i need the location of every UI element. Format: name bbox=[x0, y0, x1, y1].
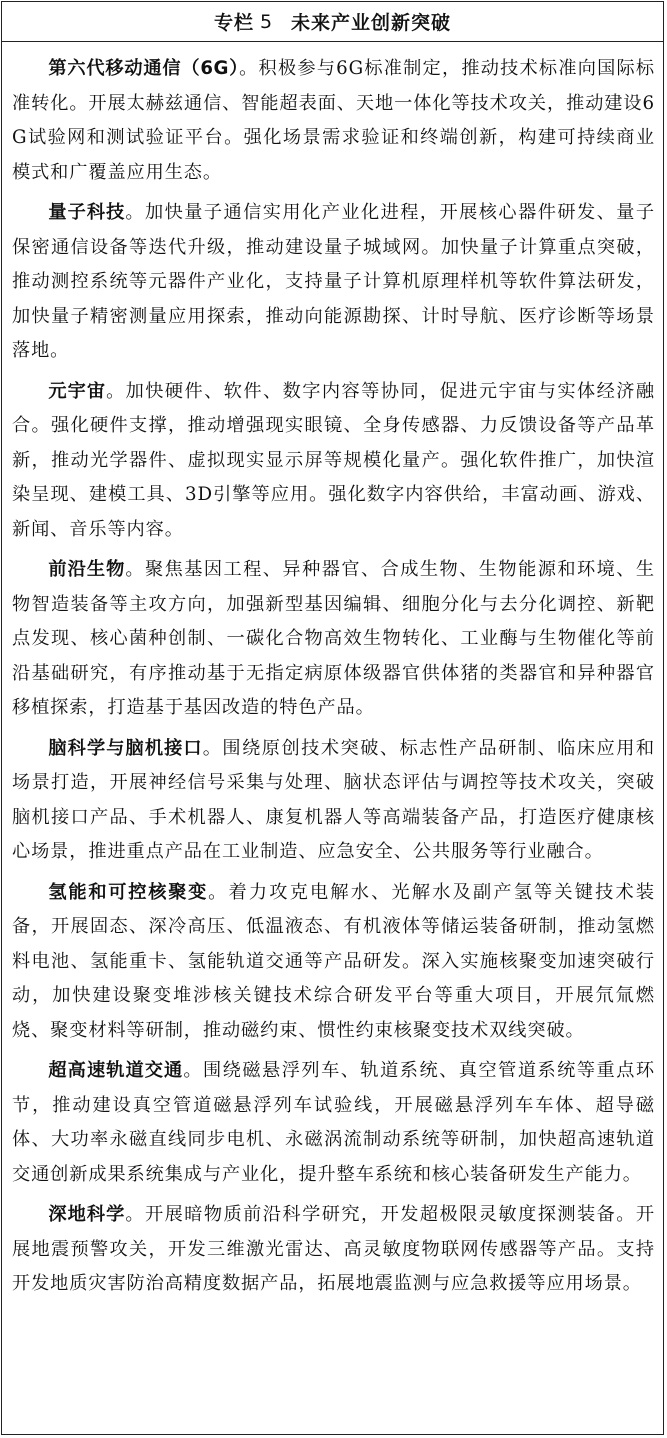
paragraph-hydrogen-fusion bbox=[12, 876, 655, 1049]
paragraph-hyperspeed-rail bbox=[12, 1054, 655, 1192]
paragraph-lead: 前沿生物 bbox=[48, 559, 126, 580]
paragraph-deep-earth bbox=[12, 1198, 655, 1302]
paragraph-body: 。加快量子通信实用化产业化进程，开展核心器件研发、量子保密通信设备等迭代升级，推动建设量子城域网。加快量子计算重点突破，推动测控系统等元器件产业化，支持量子计算机原理样机等软件算法研发，加快量子精密测量应用探索，推动向能源勘探、计时导航、医疗诊断等场景落地。 bbox=[12, 202, 655, 361]
column-content bbox=[2, 42, 663, 1302]
paragraph-body: 。加快硬件、软件、数字内容等协同，促进元宇宙与实体经济融合。强化硬件支撑，推动增强现实眼镜、全身传感器、力反馈设备等产品革新，推动光学器件、虚拟现实显示屏等规模化量产。强化软件推广，加快渲染呈现、建模工具、3D引擎等应用。强化数字内容供给，丰富动画、游戏、新闻、音乐等内容。 bbox=[12, 380, 655, 540]
paragraph-body: 。开展暗物质前沿科学研究，开发超极限灵敏度探测装备。开展地震预警攻关，开发三维激光雷达、高灵敏度物联网传感器等产品。支持开发地质灾害防治高精度数据产品，拓展地震监测与应急救援等应用场景。 bbox=[12, 1204, 655, 1294]
column-label: 专栏 bbox=[213, 12, 254, 34]
column-number: 5 bbox=[259, 10, 274, 33]
paragraph-lead: 第六代移动通信（6G） bbox=[48, 58, 240, 79]
column-title: 未来产业创新突破 bbox=[291, 12, 452, 34]
paragraph-lead: 元宇宙 bbox=[48, 380, 107, 402]
paragraph-frontier-bio bbox=[12, 553, 655, 726]
paragraph-body: 。积极参与6G标准制定，推动技术标准向国际标准转化。开展太赫兹通信、智能超表面、天地一体化等技术攻关，推动建设6G试验网和测试验证平台。强化场景需求验证和终端创新，构建可持续商业模式和广覆盖应用生态。 bbox=[12, 58, 655, 183]
paragraph-body: 。着力攻克电解水、光解水及副产氢等关键技术装备，开展固态、深冷高压、低温液态、有机液体等储运装备研制，推动氢燃料电池、氢能重卡、氢能轨道交通等产品研发。深入实施核聚变加速突破行动，加快建设聚变堆涉核关键技术综合研发平台等重大项目，开展氘氚燃烧、聚变材料等研制，推动磁约束、惯性约束核聚变技术双线突破。 bbox=[12, 881, 655, 1041]
paragraph-body: 。聚焦基因工程、异种器官、合成生物、生物能源和环境、生物智造装备等主攻方向，加强新型基因编辑、细胞分化与去分化调控、新靶点发现、核心菌种创制、一碳化合物高效生物转化、工业酶与生物催化等前沿基础研究，有序推动基于无指定病原体级器官供体猪的类器官和异种器官移植探索，打造基于基因改造的特色产品。 bbox=[12, 559, 655, 718]
paragraph-brain-computer bbox=[12, 732, 655, 870]
paragraph-6g bbox=[12, 52, 655, 190]
paragraph-metaverse bbox=[12, 375, 655, 548]
paragraph-lead: 脑科学与脑机接口 bbox=[48, 737, 203, 759]
paragraph-body: 。围绕原创技术突破、标志性产品研制、临床应用和场景打造，开展神经信号采集与处理、脑状态评估与调控等技术攻关，突破脑机接口产品、手术机器人、康复机器人等高端装备产品，打造医疗健康核心场景，推进重点产品在工业制造、应急安全、公共服务等行业融合。 bbox=[12, 737, 655, 862]
column-box bbox=[1, 1, 664, 1435]
paragraph-quantum bbox=[12, 196, 655, 369]
paragraph-lead: 量子科技 bbox=[48, 202, 126, 223]
paragraph-lead: 超高速轨道交通 bbox=[48, 1060, 184, 1081]
paragraph-body: 。围绕磁悬浮列车、轨道系统、真空管道系统等重点环节，推动建设真空管道磁悬浮列车试验线，开展磁悬浮列车车体、超导磁体、大功率永磁直线同步电机、永磁涡流制动系统等研制，加快超高速轨道交通创新成果系统集成与产业化，提升整车系统和核心装备研发生产能力。 bbox=[12, 1060, 655, 1185]
paragraph-lead: 氢能和可控核聚变 bbox=[48, 881, 209, 903]
column-header bbox=[2, 2, 663, 42]
paragraph-lead: 深地科学 bbox=[48, 1204, 126, 1225]
